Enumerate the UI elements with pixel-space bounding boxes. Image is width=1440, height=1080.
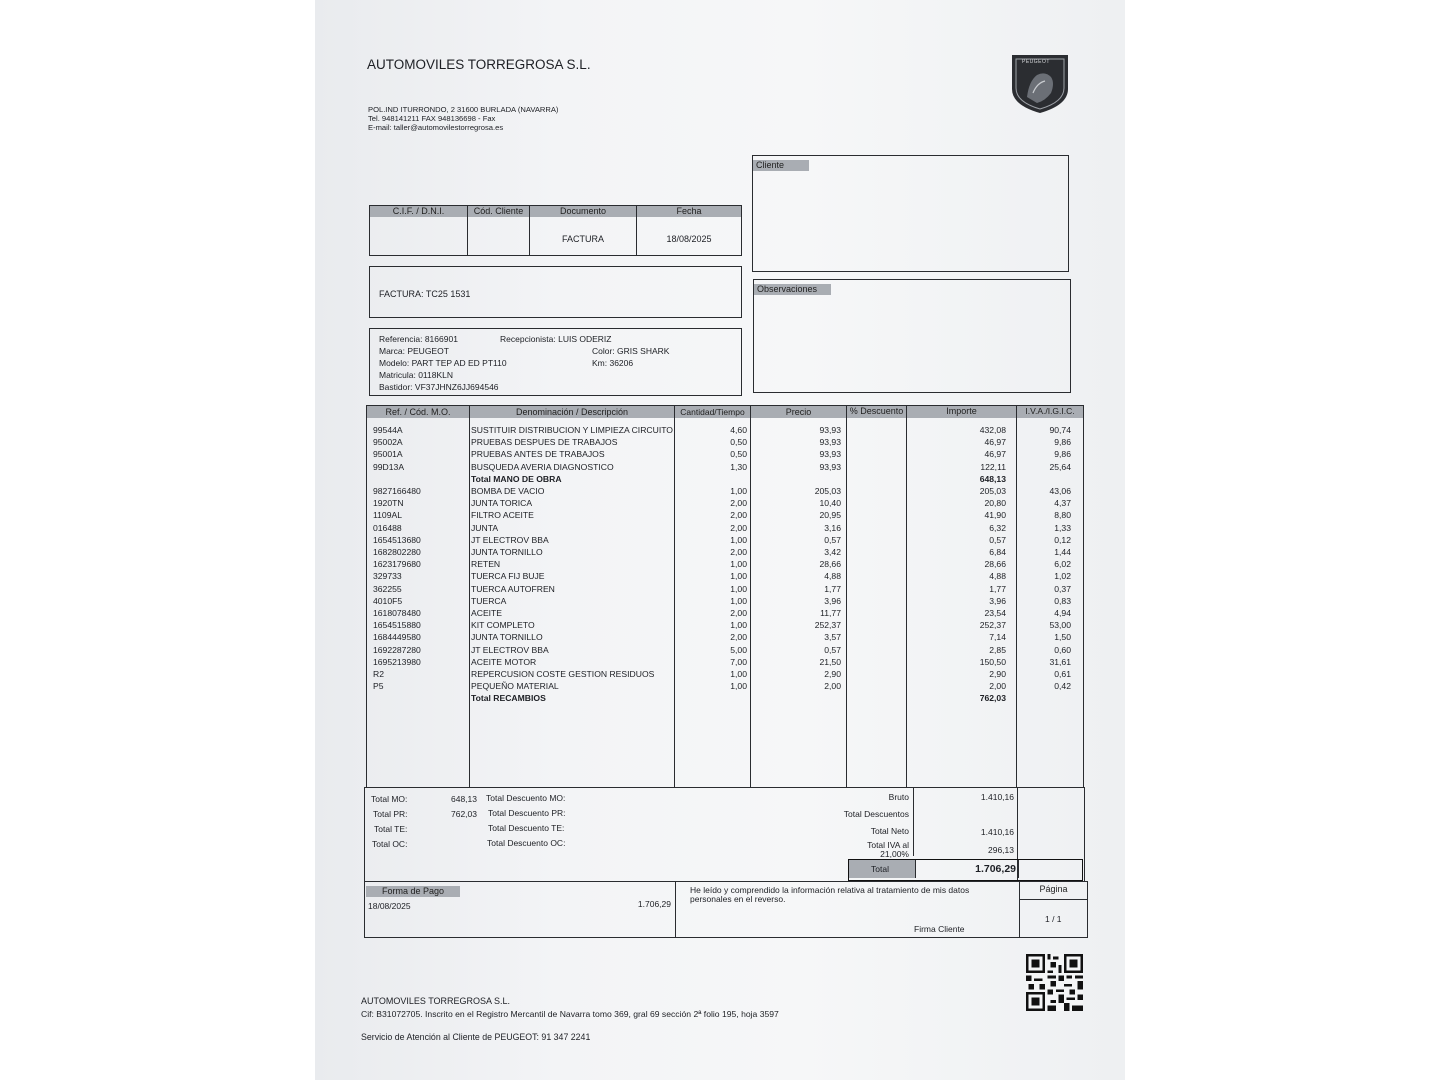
cell-ref: 1654515880 <box>373 620 421 631</box>
cell-description: ACEITE MOTOR <box>471 656 537 667</box>
cell-precio: 93,93 <box>819 425 841 435</box>
cell-precio: 1,77 <box>824 583 841 594</box>
cell-ref: 9827166480 <box>373 486 421 496</box>
cell-description: PRUEBAS ANTES DE TRABAJOS <box>471 449 605 460</box>
cell-ref: R2 <box>373 669 384 679</box>
table-row <box>367 424 1087 436</box>
cell-iva: 6,02 <box>1054 559 1071 570</box>
cell-description: JT ELECTROV BBA <box>471 644 549 655</box>
cell-ref: 99D13A <box>373 461 405 472</box>
invoice-number-box <box>369 266 742 318</box>
cell-importe: 1,77 <box>989 583 1006 594</box>
col-descuento-header: % Descuento <box>847 406 906 417</box>
cell-description: Total MANO DE OBRA <box>471 473 562 484</box>
cell-cantidad: 2,00 <box>730 632 747 643</box>
col-cant-header: Cantidad/Tiempo <box>675 407 750 418</box>
vehicle-bastidor: Bastidor: VF37JHNZ6JJ694546 <box>379 382 499 392</box>
subtotal-row <box>367 692 1087 704</box>
desc-oc-label: Total Descuento OC: <box>487 838 566 848</box>
cell-cantidad: 2,00 <box>730 498 747 509</box>
footer-company: AUTOMOVILES TORREGROSA S.L. <box>361 996 511 1006</box>
total-pr-value: 762,03 <box>451 809 477 819</box>
table-row <box>367 570 1087 582</box>
cell-cantidad: 2,00 <box>730 510 747 521</box>
cell-importe: 6,32 <box>989 522 1006 533</box>
cell-description: KIT COMPLETO <box>471 620 535 631</box>
bruto-label: Bruto <box>888 792 909 802</box>
invoice-number: FACTURA: TC25 1531 <box>379 289 471 299</box>
fecha-value: 18/08/2025 <box>666 234 712 244</box>
cell-iva: 9,86 <box>1054 449 1071 460</box>
cell-importe: 20,80 <box>984 498 1006 509</box>
cell-precio: 11,77 <box>820 608 841 618</box>
cell-importe: 46,97 <box>984 437 1006 448</box>
cell-precio: 93,93 <box>819 437 841 448</box>
table-row <box>367 461 1087 473</box>
vehicle-recepcionista: Recepcionista: LUIS ODERIZ <box>500 334 612 344</box>
table-row <box>367 436 1087 448</box>
cell-iva: 53,00 <box>1049 620 1071 631</box>
cell-ref: 362255 <box>373 583 402 594</box>
cell-importe: 6,84 <box>989 547 1006 557</box>
cell-importe: 252,37 <box>979 620 1006 631</box>
cell-ref: 1920TN <box>373 498 404 509</box>
cell-cantidad: 2,00 <box>730 608 747 618</box>
cell-importe: 648,13 <box>979 473 1006 484</box>
cell-ref: 1654513680 <box>373 534 421 545</box>
col-ref-header: Ref. / Cód. M.O. <box>367 407 469 418</box>
cell-description: JUNTA TORICA <box>471 498 533 509</box>
cell-cantidad: 1,00 <box>730 571 747 582</box>
cell-cantidad: 1,00 <box>730 669 747 679</box>
cell-precio: 205,03 <box>814 486 841 496</box>
cell-importe: 2,90 <box>989 669 1006 679</box>
col-desc-header: Denominación / Descripción <box>470 407 674 418</box>
cell-iva: 4,37 <box>1054 498 1071 509</box>
cell-description: RETEN <box>471 559 501 570</box>
cell-description: BUSQUEDA AVERIA DIAGNOSTICO <box>471 461 614 472</box>
cell-description: JUNTA TORNILLO <box>471 632 543 643</box>
cif-label: C.I.F. / D.N.I. <box>370 206 467 217</box>
table-row <box>367 619 1087 631</box>
cell-ref: 1623179680 <box>373 559 421 570</box>
cell-cantidad: 2,00 <box>730 547 747 557</box>
cell-description: TUERCA FIJ BUJE <box>471 571 545 582</box>
cell-precio: 28,66 <box>819 559 841 570</box>
payment-box <box>364 881 1088 938</box>
cell-description: SUSTITUIR DISTRIBUCION Y LIMPIEZA CIRCUITO <box>471 425 673 435</box>
logo-text: PEUGEOT <box>1022 59 1050 65</box>
table-row <box>367 509 1087 521</box>
vehicle-marca: Marca: PEUGEOT <box>379 346 449 356</box>
footer-registry: Cif: B31072705. Inscrito en el Registro Mercantil de Navarra tomo 369, gral 69 sección 2ª folio 195, hoja 3597 <box>361 1009 779 1019</box>
cell-precio: 93,93 <box>819 449 841 460</box>
cell-precio: 0,57 <box>824 534 841 545</box>
total-iva-label: Total IVA al <box>867 840 909 850</box>
cell-iva: 0,12 <box>1054 534 1071 545</box>
table-row <box>367 583 1087 595</box>
grand-total-box <box>848 859 1083 881</box>
cell-precio: 4,88 <box>824 571 841 582</box>
vehicle-referencia: Referencia: 8166901 <box>379 334 458 344</box>
cell-iva: 1,33 <box>1054 522 1071 533</box>
company-name: AUTOMOVILES TORREGROSA S.L. <box>367 57 591 72</box>
cell-description: ACEITE <box>471 608 503 618</box>
cell-description: PRUEBAS DESPUES DE TRABAJOS <box>471 437 618 448</box>
cell-precio: 2,90 <box>824 669 841 679</box>
table-row <box>367 497 1087 509</box>
cell-iva: 43,06 <box>1049 486 1071 496</box>
cell-description: JUNTA TORNILLO <box>471 547 543 557</box>
cell-description: Total RECAMBIOS <box>471 693 546 704</box>
cell-iva: 8,80 <box>1054 510 1071 521</box>
desc-mo-label: Total Descuento MO: <box>486 793 566 803</box>
total-mo-label: Total MO: <box>371 794 408 804</box>
cell-cantidad: 4,60 <box>730 425 747 435</box>
desc-te-label: Total Descuento TE: <box>488 823 565 833</box>
cell-iva: 1,50 <box>1054 632 1071 643</box>
cell-iva: 9,86 <box>1054 437 1071 448</box>
cell-iva: 1,02 <box>1054 571 1071 582</box>
firma-cliente-label: Firma Cliente <box>914 924 965 934</box>
cell-cantidad: 1,00 <box>730 534 747 545</box>
totals-box <box>364 787 1085 882</box>
table-row <box>367 448 1087 460</box>
cell-importe: 2,00 <box>989 681 1006 692</box>
cell-ref: 99544A <box>373 425 403 435</box>
vehicle-color: Color: GRIS SHARK <box>592 346 670 356</box>
vehicle-matricula: Matricula: 0118KLN <box>379 370 454 380</box>
cell-cantidad: 1,00 <box>730 595 747 606</box>
cell-cantidad: 1,00 <box>730 559 747 570</box>
fecha-label: Fecha <box>637 206 741 217</box>
cell-cantidad: 5,00 <box>730 644 747 655</box>
cell-ref: 1682802280 <box>373 547 421 557</box>
pagina-label: Página <box>1039 884 1068 894</box>
documento-value: FACTURA <box>561 234 604 244</box>
cell-importe: 4,88 <box>989 571 1006 582</box>
vehicle-box <box>369 328 742 396</box>
privacy-text-2: personales en el reverso. <box>690 894 786 904</box>
table-row <box>367 644 1087 656</box>
bruto-value: 1.410,16 <box>980 792 1014 802</box>
total-pr-label: Total PR: <box>373 809 408 819</box>
company-email: E-mail: taller@automovilestorregrosa.es <box>368 123 504 132</box>
cell-precio: 21,50 <box>819 656 841 667</box>
cell-cantidad: 2,00 <box>730 522 747 533</box>
cell-precio: 3,42 <box>824 547 841 557</box>
cell-cantidad: 0,50 <box>730 437 747 448</box>
vehicle-modelo: Modelo: PART TEP AD ED PT110 <box>379 358 507 368</box>
cell-ref: 95001A <box>373 449 403 460</box>
cell-cantidad: 1,00 <box>730 486 747 496</box>
cell-iva: 1,44 <box>1054 547 1071 557</box>
cliente-label: Cliente <box>753 160 809 171</box>
total-descuentos-label: Total Descuentos <box>843 809 909 819</box>
cell-importe: 28,66 <box>984 559 1006 570</box>
cell-importe: 432,08 <box>979 425 1006 435</box>
cell-precio: 2,00 <box>824 681 841 692</box>
cell-cantidad: 1,00 <box>730 583 747 594</box>
forma-pago-label: Forma de Pago <box>366 886 460 897</box>
col-precio-header: Precio <box>751 407 846 418</box>
cell-iva: 0,83 <box>1054 595 1071 606</box>
grand-total-label: Total <box>871 864 889 874</box>
cell-iva: 90,74 <box>1049 425 1071 435</box>
cell-importe: 41,90 <box>984 510 1006 521</box>
cell-ref: 1618078480 <box>373 608 421 618</box>
cell-ref: 329733 <box>373 571 402 582</box>
pagina-value: 1 / 1 <box>1045 914 1062 924</box>
company-address: POL.IND ITURRONDO, 2 31600 BURLADA (NAVARRA) <box>368 105 559 114</box>
cell-iva: 0,37 <box>1054 583 1071 594</box>
cell-iva: 0,60 <box>1054 644 1071 655</box>
cell-importe: 150,50 <box>979 656 1006 667</box>
cell-precio: 252,37 <box>814 620 841 631</box>
cliente-box <box>752 155 1069 272</box>
cell-importe: 0,57 <box>989 534 1006 545</box>
cell-description: BOMBA DE VACIO <box>471 486 545 496</box>
total-neto-label: Total Neto <box>870 826 909 836</box>
invoice-paper <box>315 0 1125 1080</box>
cell-description: TUERCA <box>471 595 507 606</box>
cell-ref: 1684449580 <box>373 632 421 643</box>
table-row <box>367 522 1087 534</box>
cell-iva: 0,61 <box>1054 669 1071 679</box>
cell-ref: 4010F5 <box>373 595 403 606</box>
cell-cantidad: 7,00 <box>730 656 747 667</box>
grand-total-value: 1.706,29 <box>975 863 1016 875</box>
iva-rate: 21,00% <box>880 849 909 859</box>
cell-precio: 20,95 <box>819 510 841 521</box>
document-header-box <box>369 205 742 256</box>
cell-ref: 1692287280 <box>373 644 421 655</box>
line-items-table <box>366 405 1084 788</box>
cell-iva: 0,42 <box>1054 681 1071 692</box>
cell-precio: 3,96 <box>824 595 841 606</box>
observaciones-label: Observaciones <box>754 284 831 295</box>
cell-description: JT ELECTROV BBA <box>471 534 549 545</box>
table-row <box>367 607 1087 619</box>
cell-importe: 122,11 <box>980 461 1006 472</box>
table-row <box>367 546 1087 558</box>
privacy-text-1: He leído y comprendido la información relativa al tratamiento de mis datos <box>690 885 970 895</box>
col-importe-header: Importe <box>907 406 1016 417</box>
total-oc-label: Total OC: <box>372 839 408 849</box>
cell-ref: 95002A <box>373 437 403 448</box>
payment-amount: 1.706,29 <box>637 899 671 909</box>
cell-description: REPERCUSION COSTE GESTION RESIDUOS <box>471 669 655 679</box>
cell-importe: 23,54 <box>984 608 1006 618</box>
cell-importe: 762,03 <box>979 693 1006 704</box>
desc-pr-label: Total Descuento PR: <box>488 808 566 818</box>
cell-precio: 10,40 <box>819 498 841 509</box>
footer-service: Servicio de Atención al Cliente de PEUGEOT: 91 347 2241 <box>361 1032 591 1042</box>
table-row <box>367 631 1087 643</box>
total-mo-value: 648,13 <box>451 794 477 804</box>
cell-precio: 3,57 <box>824 632 841 643</box>
cell-ref: 016488 <box>373 522 402 533</box>
cell-cantidad: 1,00 <box>730 620 747 631</box>
table-row <box>367 534 1087 546</box>
company-phone: Tel. 948141211 FAX 948136698 - Fax <box>368 114 496 123</box>
cell-ref: P5 <box>373 681 384 692</box>
cod-cliente-label: Cód. Cliente <box>468 206 529 217</box>
total-te-label: Total TE: <box>374 824 408 834</box>
cell-iva: 31,61 <box>1049 656 1071 667</box>
total-neto-value: 1.410,16 <box>980 827 1014 837</box>
cell-iva: 4,94 <box>1054 608 1071 618</box>
cell-cantidad: 1,00 <box>730 681 747 692</box>
cell-precio: 3,16 <box>824 522 841 533</box>
table-row <box>367 680 1087 692</box>
cell-precio: 0,57 <box>824 644 841 655</box>
cell-importe: 7,14 <box>989 632 1006 643</box>
cell-precio: 93,93 <box>819 461 841 472</box>
cell-description: FILTRO ACEITE <box>471 510 534 521</box>
observaciones-box <box>753 279 1071 393</box>
cell-iva: 25,64 <box>1049 461 1071 472</box>
cell-description: TUERCA AUTOFREN <box>471 583 555 594</box>
subtotal-row <box>367 473 1087 485</box>
table-row <box>367 668 1087 680</box>
col-iva-header: I.V.A./I.G.I.C. <box>1017 406 1083 417</box>
cell-description: JUNTA <box>471 522 499 533</box>
cell-importe: 205,03 <box>979 486 1006 496</box>
payment-date: 18/08/2025 <box>368 901 411 911</box>
cell-ref: 1109AL <box>373 510 402 521</box>
vehicle-km: Km: 36206 <box>592 358 634 368</box>
table-row <box>367 656 1087 668</box>
cell-importe: 3,96 <box>989 595 1006 606</box>
documento-label: Documento <box>530 206 636 217</box>
cell-description: PEQUEÑO MATERIAL <box>471 681 559 692</box>
table-row <box>367 485 1087 497</box>
table-row <box>367 558 1087 570</box>
cell-importe: 2,85 <box>989 644 1006 655</box>
cell-importe: 46,97 <box>984 449 1006 460</box>
table-row <box>367 595 1087 607</box>
total-iva-value: 296,13 <box>988 845 1014 855</box>
cell-cantidad: 1,30 <box>730 461 747 472</box>
cell-cantidad: 0,50 <box>730 449 747 460</box>
cell-ref: 1695213980 <box>373 656 421 667</box>
qr-code <box>1026 954 1083 1016</box>
